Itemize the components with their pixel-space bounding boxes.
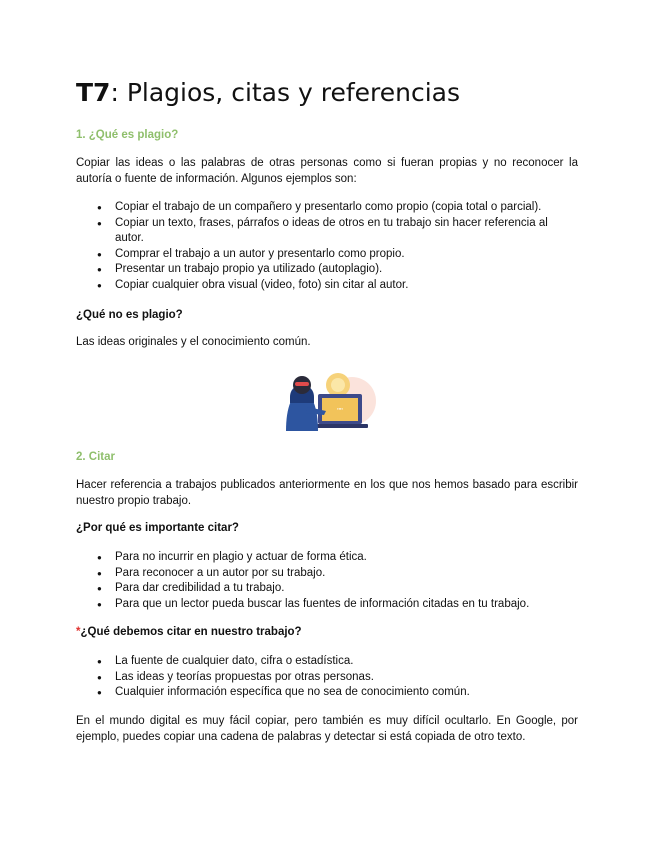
section-2-intro: Hacer referencia a trabajos publicados anteriormente en los que nos hemos basado para escribir nuestro propio trabajo. bbox=[76, 479, 578, 507]
section-2-heading: 2. Citar bbox=[76, 451, 115, 463]
not-plagio-heading: ¿Qué no es plagio? bbox=[76, 309, 183, 321]
title-rest: : Plagios, citas y referencias bbox=[110, 78, 461, 107]
list-item: ● La fuente de cualquier dato, cifra o estadística. bbox=[76, 654, 578, 670]
list-item: ● Para dar credibilidad a tu trabajo. bbox=[76, 581, 578, 597]
hacker-illustration bbox=[282, 367, 376, 433]
closing-paragraph: En el mundo digital es muy fácil copiar, pero también es muy difícil ocultarlo. En Google, por ejemplo, puedes copiar una cadena de palabras y detectar si está copiada de otro texto. bbox=[76, 715, 578, 743]
required-asterisk: * bbox=[76, 626, 81, 638]
list-item: ● Para que un lector pueda buscar las fuentes de información citadas en tu trabajo. bbox=[76, 597, 578, 613]
list-item: ● Para no incurrir en plagio y actuar de forma ética. bbox=[76, 550, 578, 566]
list-item: ● Copiar cualquier obra visual (video, foto) sin citar al autor. bbox=[76, 278, 578, 294]
section-1-intro: Copiar las ideas o las palabras de otras personas como si fueran propias y no reconocer la autoría o fuente de información. Algunos ejemplos son: bbox=[76, 157, 578, 185]
list-item: ● Copiar el trabajo de un compañero y presentarlo como propio (copia total o parcial). bbox=[76, 200, 578, 216]
not-plagio-text: Las ideas originales y el conocimiento común. bbox=[76, 336, 311, 348]
why-cite-heading: ¿Por qué es importante citar? bbox=[76, 522, 239, 534]
section-1-heading: 1. ¿Qué es plagio? bbox=[76, 129, 179, 141]
plagio-examples-list bbox=[76, 200, 578, 293]
what-cite-list bbox=[76, 654, 578, 701]
list-item: ● Cualquier información específica que no sea de conocimiento común. bbox=[76, 685, 578, 701]
list-item: ● Presentar un trabajo propio ya utilizado (autoplagio). bbox=[76, 262, 578, 278]
hacker-laptop-icon bbox=[282, 367, 376, 433]
list-item: ● Las ideas y teorías propuestas por otras personas. bbox=[76, 670, 578, 686]
title-bold: T7 bbox=[76, 78, 111, 107]
what-cite-heading-text: ¿Qué debemos citar en nuestro trabajo? bbox=[80, 626, 302, 638]
page-title bbox=[76, 78, 460, 107]
what-cite-heading bbox=[76, 626, 302, 638]
svg-text:"": "" bbox=[337, 407, 343, 416]
list-item: ● Para reconocer a un autor por su trabajo. bbox=[76, 566, 578, 582]
why-cite-list bbox=[76, 550, 578, 612]
list-item: ● Copiar un texto, frases, párrafos o ideas de otros en tu trabajo sin hacer referencia al autor. bbox=[76, 216, 578, 247]
list-item: ● Comprar el trabajo a un autor y presentarlo como propio. bbox=[76, 247, 578, 263]
